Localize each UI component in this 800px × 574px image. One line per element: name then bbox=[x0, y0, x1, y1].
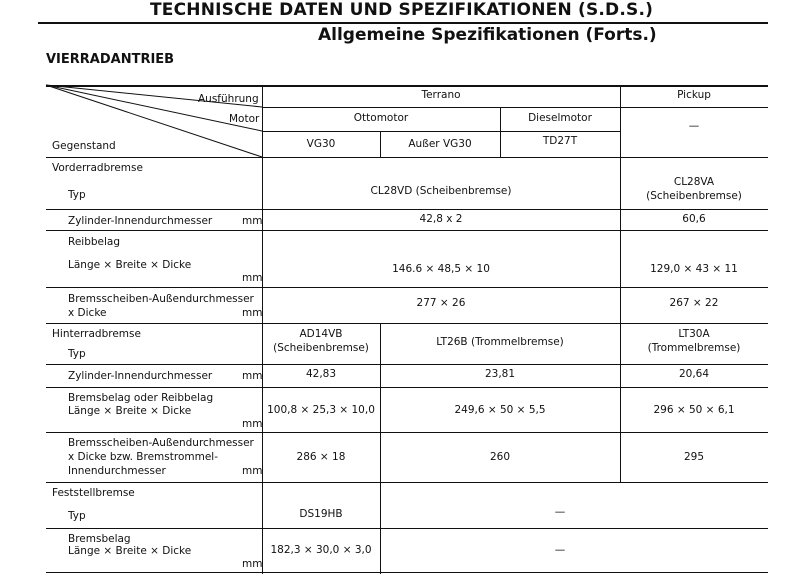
header-gegenstand: Gegenstand bbox=[52, 140, 116, 152]
front-typ-pickup-line2: (Scheibenbremse) bbox=[646, 190, 742, 202]
document-subtitle: Allgemeine Spezifikationen (Forts.) bbox=[318, 25, 657, 45]
rear-scheibe-label-line1: Bremsscheiben-Außendurchmesser bbox=[68, 437, 254, 449]
header-ausfuehrung: Ausführung bbox=[198, 93, 259, 105]
rear-scheibe-label-line3: Innendurchmesser bbox=[68, 465, 166, 477]
park-belag-label-line2: Länge × Breite × Dicke bbox=[68, 545, 192, 557]
park-belag-dash: — bbox=[554, 544, 566, 556]
rear-scheibe-unit: mm bbox=[242, 465, 263, 477]
header-vg30: VG30 bbox=[306, 138, 336, 150]
rear-belag-pickup: 296 × 50 × 6,1 bbox=[653, 404, 735, 416]
header-motor: Motor bbox=[229, 113, 260, 125]
rear-typ-vg30-line2: (Scheibenbremse) bbox=[273, 342, 369, 354]
rear-belag-vg30: 100,8 × 25,3 × 10,0 bbox=[267, 404, 375, 416]
rear-scheibe-vg30: 286 × 18 bbox=[296, 451, 346, 463]
front-zylinder-label: Zylinder-Innendurchmesser bbox=[68, 215, 213, 227]
rear-typ-pickup-line1: LT30A bbox=[678, 328, 710, 340]
header-ausser-vg30: Außer VG30 bbox=[408, 138, 472, 150]
park-typ-dash: — bbox=[554, 506, 566, 518]
document-title: TECHNISCHE DATEN UND SPEZIFIKATIONEN (S.D.S.) bbox=[150, 0, 654, 20]
front-scheibe-pickup: 267 × 22 bbox=[669, 297, 719, 309]
front-scheibe-unit: mm bbox=[242, 307, 263, 319]
rear-zylinder-unit: mm bbox=[242, 370, 263, 382]
park-typ-value: DS19HB bbox=[299, 508, 343, 520]
rear-zylinder-vg30: 42,83 bbox=[305, 368, 337, 380]
header-ottomotor: Ottomotor bbox=[353, 112, 409, 124]
section-heading: VIERRADANTRIEB bbox=[46, 52, 175, 67]
rear-belag-label-line1: Bremsbelag oder Reibbelag bbox=[68, 392, 214, 404]
rear-brake-heading: Hinterradbremse bbox=[52, 328, 141, 340]
header-dieselmotor: Dieselmotor bbox=[528, 112, 592, 124]
front-zylinder-unit: mm bbox=[242, 215, 263, 227]
rear-typ-vg30-line1: AD14VB bbox=[299, 328, 343, 340]
rear-zylinder-pickup: 20,64 bbox=[678, 368, 710, 380]
front-reibbelag-pickup: 129,0 × 43 × 11 bbox=[650, 263, 738, 275]
front-typ-terrano: CL28VD (Scheibenbremse) bbox=[370, 185, 512, 197]
header-pickup: Pickup bbox=[677, 89, 711, 101]
park-belag-label-line1: Bremsbelag bbox=[68, 533, 131, 545]
front-typ-pickup-line1: CL28VA bbox=[673, 176, 715, 188]
rear-zylinder-mid: 23,81 bbox=[484, 368, 516, 380]
front-reibbelag-heading: Reibbelag bbox=[68, 236, 121, 248]
park-brake-heading: Feststellbremse bbox=[52, 487, 135, 499]
front-scheibe-terrano: 277 × 26 bbox=[416, 297, 466, 309]
rear-belag-mid: 249,6 × 50 × 5,5 bbox=[454, 404, 546, 416]
park-belag-unit: mm bbox=[242, 558, 263, 570]
rear-belag-unit: mm bbox=[242, 418, 263, 430]
front-typ-label: Typ bbox=[68, 189, 86, 201]
rear-zylinder-label: Zylinder-Innendurchmesser bbox=[68, 370, 213, 382]
front-zylinder-pickup: 60,6 bbox=[682, 213, 706, 225]
front-scheibe-label-line1: Bremsscheiben-Außendurchmesser bbox=[68, 293, 254, 305]
front-zylinder-terrano: 42,8 x 2 bbox=[419, 213, 463, 225]
front-scheibe-label-line2: x Dicke bbox=[68, 307, 107, 319]
rear-typ-pickup-line2: (Trommelbremse) bbox=[647, 342, 741, 354]
front-reibbelag-terrano: 146.6 × 48,5 × 10 bbox=[392, 263, 490, 275]
rear-typ-mid: LT26B (Trommelbremse) bbox=[436, 336, 564, 348]
front-reibbelag-unit: mm bbox=[242, 272, 263, 284]
header-terrano: Terrano bbox=[421, 89, 461, 101]
rear-scheibe-label-line2: x Dicke bzw. Bremstrommel- bbox=[68, 451, 219, 463]
park-belag-value: 182,3 × 30,0 × 3,0 bbox=[270, 544, 372, 556]
header-pickup-dash: — bbox=[688, 120, 700, 132]
rear-scheibe-mid: 260 bbox=[489, 451, 511, 463]
front-brake-heading: Vorderradbremse bbox=[52, 162, 143, 174]
header-td27t: TD27T bbox=[542, 135, 578, 147]
rear-scheibe-pickup: 295 bbox=[683, 451, 705, 463]
front-reibbelag-label: Länge × Breite × Dicke bbox=[68, 259, 192, 271]
rear-typ-label: Typ bbox=[68, 348, 86, 360]
park-typ-label: Typ bbox=[68, 510, 86, 522]
rear-belag-label-line2: Länge × Breite × Dicke bbox=[68, 405, 192, 417]
